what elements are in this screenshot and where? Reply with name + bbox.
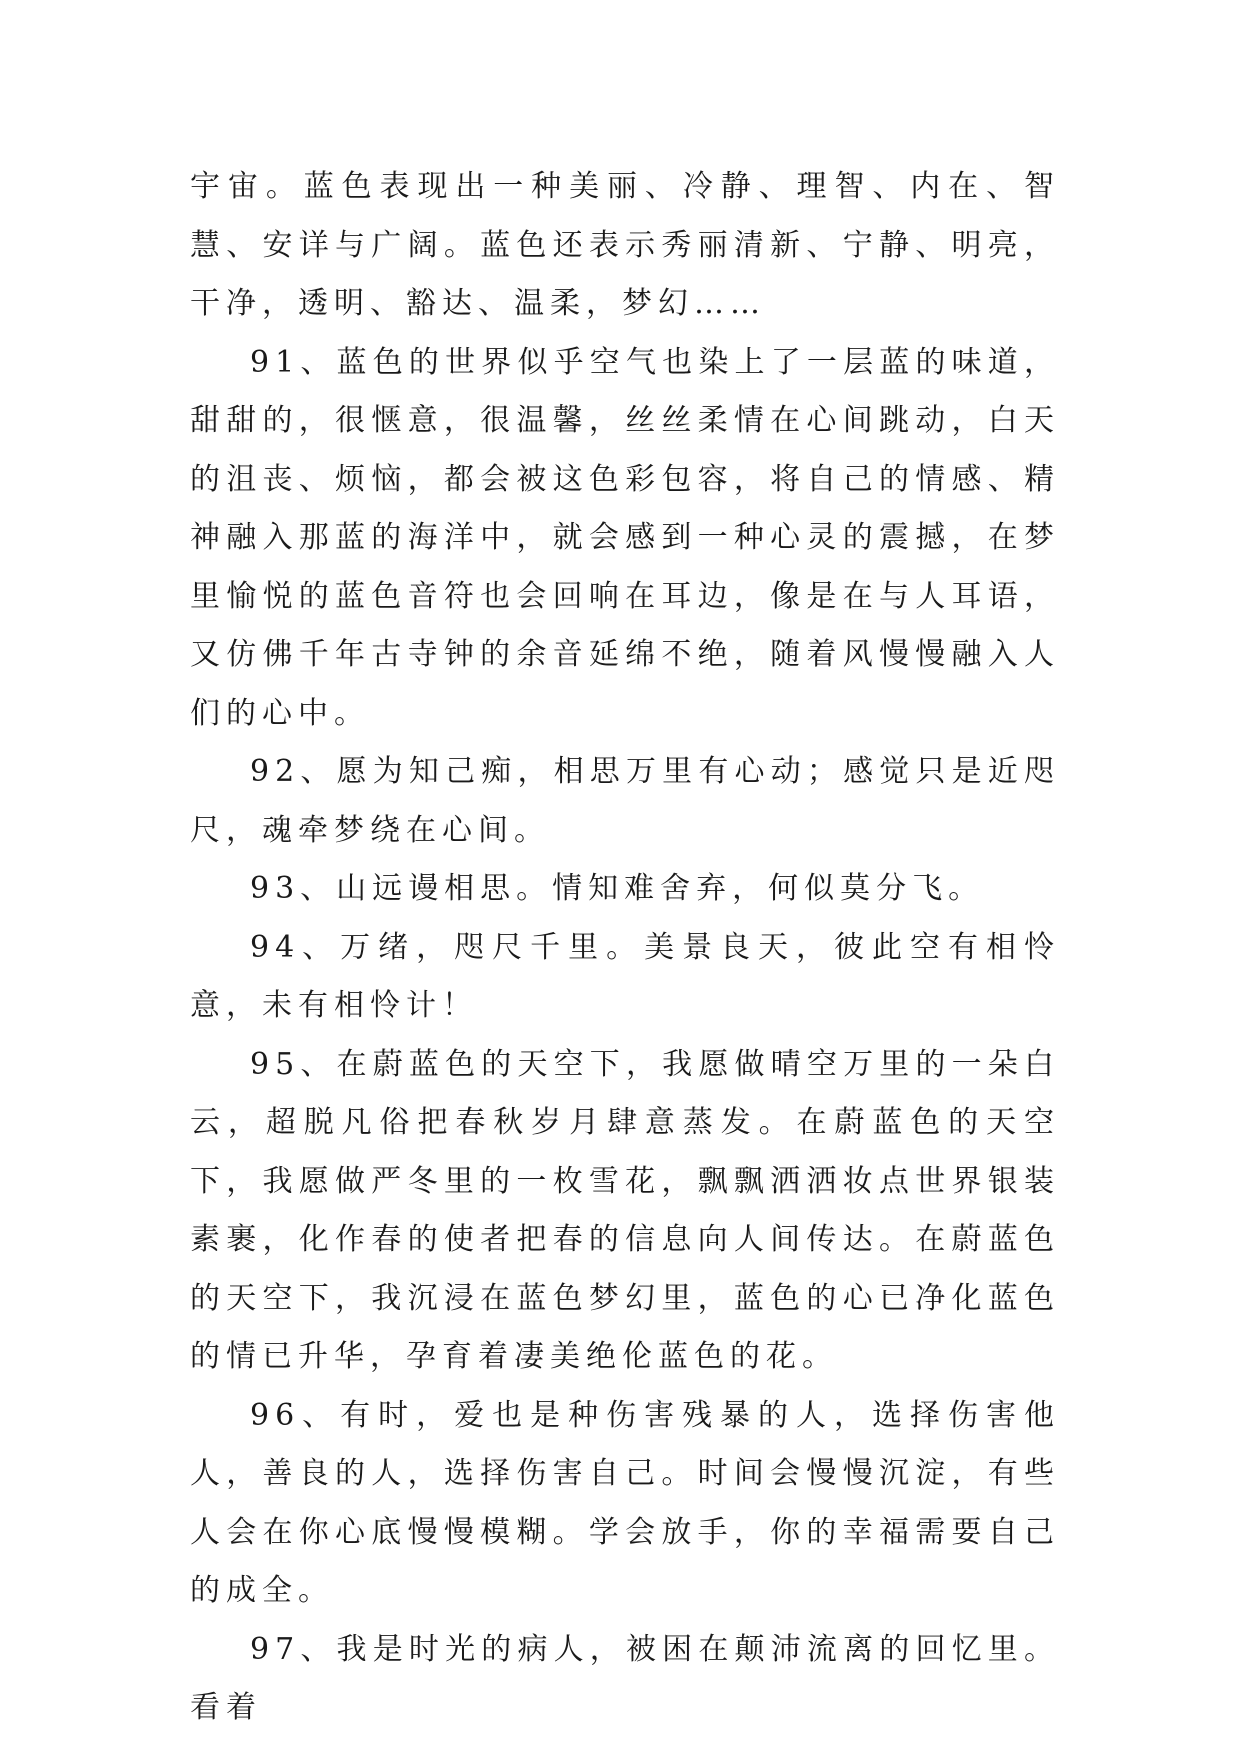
paragraph-96: 96、有时，爱也是种伤害残暴的人，选择伤害他人，善良的人，选择伤害自己。时间会慢慢沉淀，有些人会在你心底慢慢模糊。学会放手，你的幸福需要自己的成全。 [190, 1397, 1060, 1608]
paragraph-continuation: 宇宙。蓝色表现出一种美丽、冷静、理智、内在、智慧、安详与广阔。蓝色还表示秀丽清新、宁静、明亮，干净，透明、豁达、温柔，梦幻…… [190, 169, 1060, 321]
paragraph-93: 93、山远谩相思。情知难舍弃，何似莫分飞。 [250, 871, 985, 906]
paragraph-92: 92、愿为知己痴，相思万里有心动；感觉只是近咫尺，魂牵梦绕在心间。 [190, 754, 1060, 848]
document-body [190, 158, 1060, 1738]
paragraph-91: 91、蓝色的世界似乎空气也染上了一层蓝的味道，甜甜的，很惬意，很温馨，丝丝柔情在心间跳动，白天的沮丧、烦恼，都会被这色彩包容，将自己的情感、精神融入那蓝的海洋中，就会感到一种心灵的震撼，在梦里愉悦的蓝色音符也会回响在耳边，像是在与人耳语，又仿佛千年古寺钟的余音延绵不绝，随着风慢慢融入人们的心中。 [190, 344, 1060, 731]
paragraph-97: 97、我是时光的病人，被困在颠沛流离的回忆里。看着 [190, 1631, 1060, 1725]
paragraph-95: 95、在蔚蓝色的天空下，我愿做晴空万里的一朵白云，超脱凡俗把春秋岁月肆意蒸发。在蔚蓝色的天空下，我愿做严冬里的一枚雪花，飘飘洒洒妆点世界银装素裹，化作春的使者把春的信息向人间传达。在蔚蓝色的天空下，我沉浸在蓝色梦幻里，蓝色的心已净化蓝色的情已升华，孕育着凄美绝伦蓝色的花。 [190, 1046, 1060, 1374]
paragraph-94: 94、万绪，咫尺千里。美景良天，彼此空有相怜意，未有相怜计！ [190, 929, 1060, 1023]
